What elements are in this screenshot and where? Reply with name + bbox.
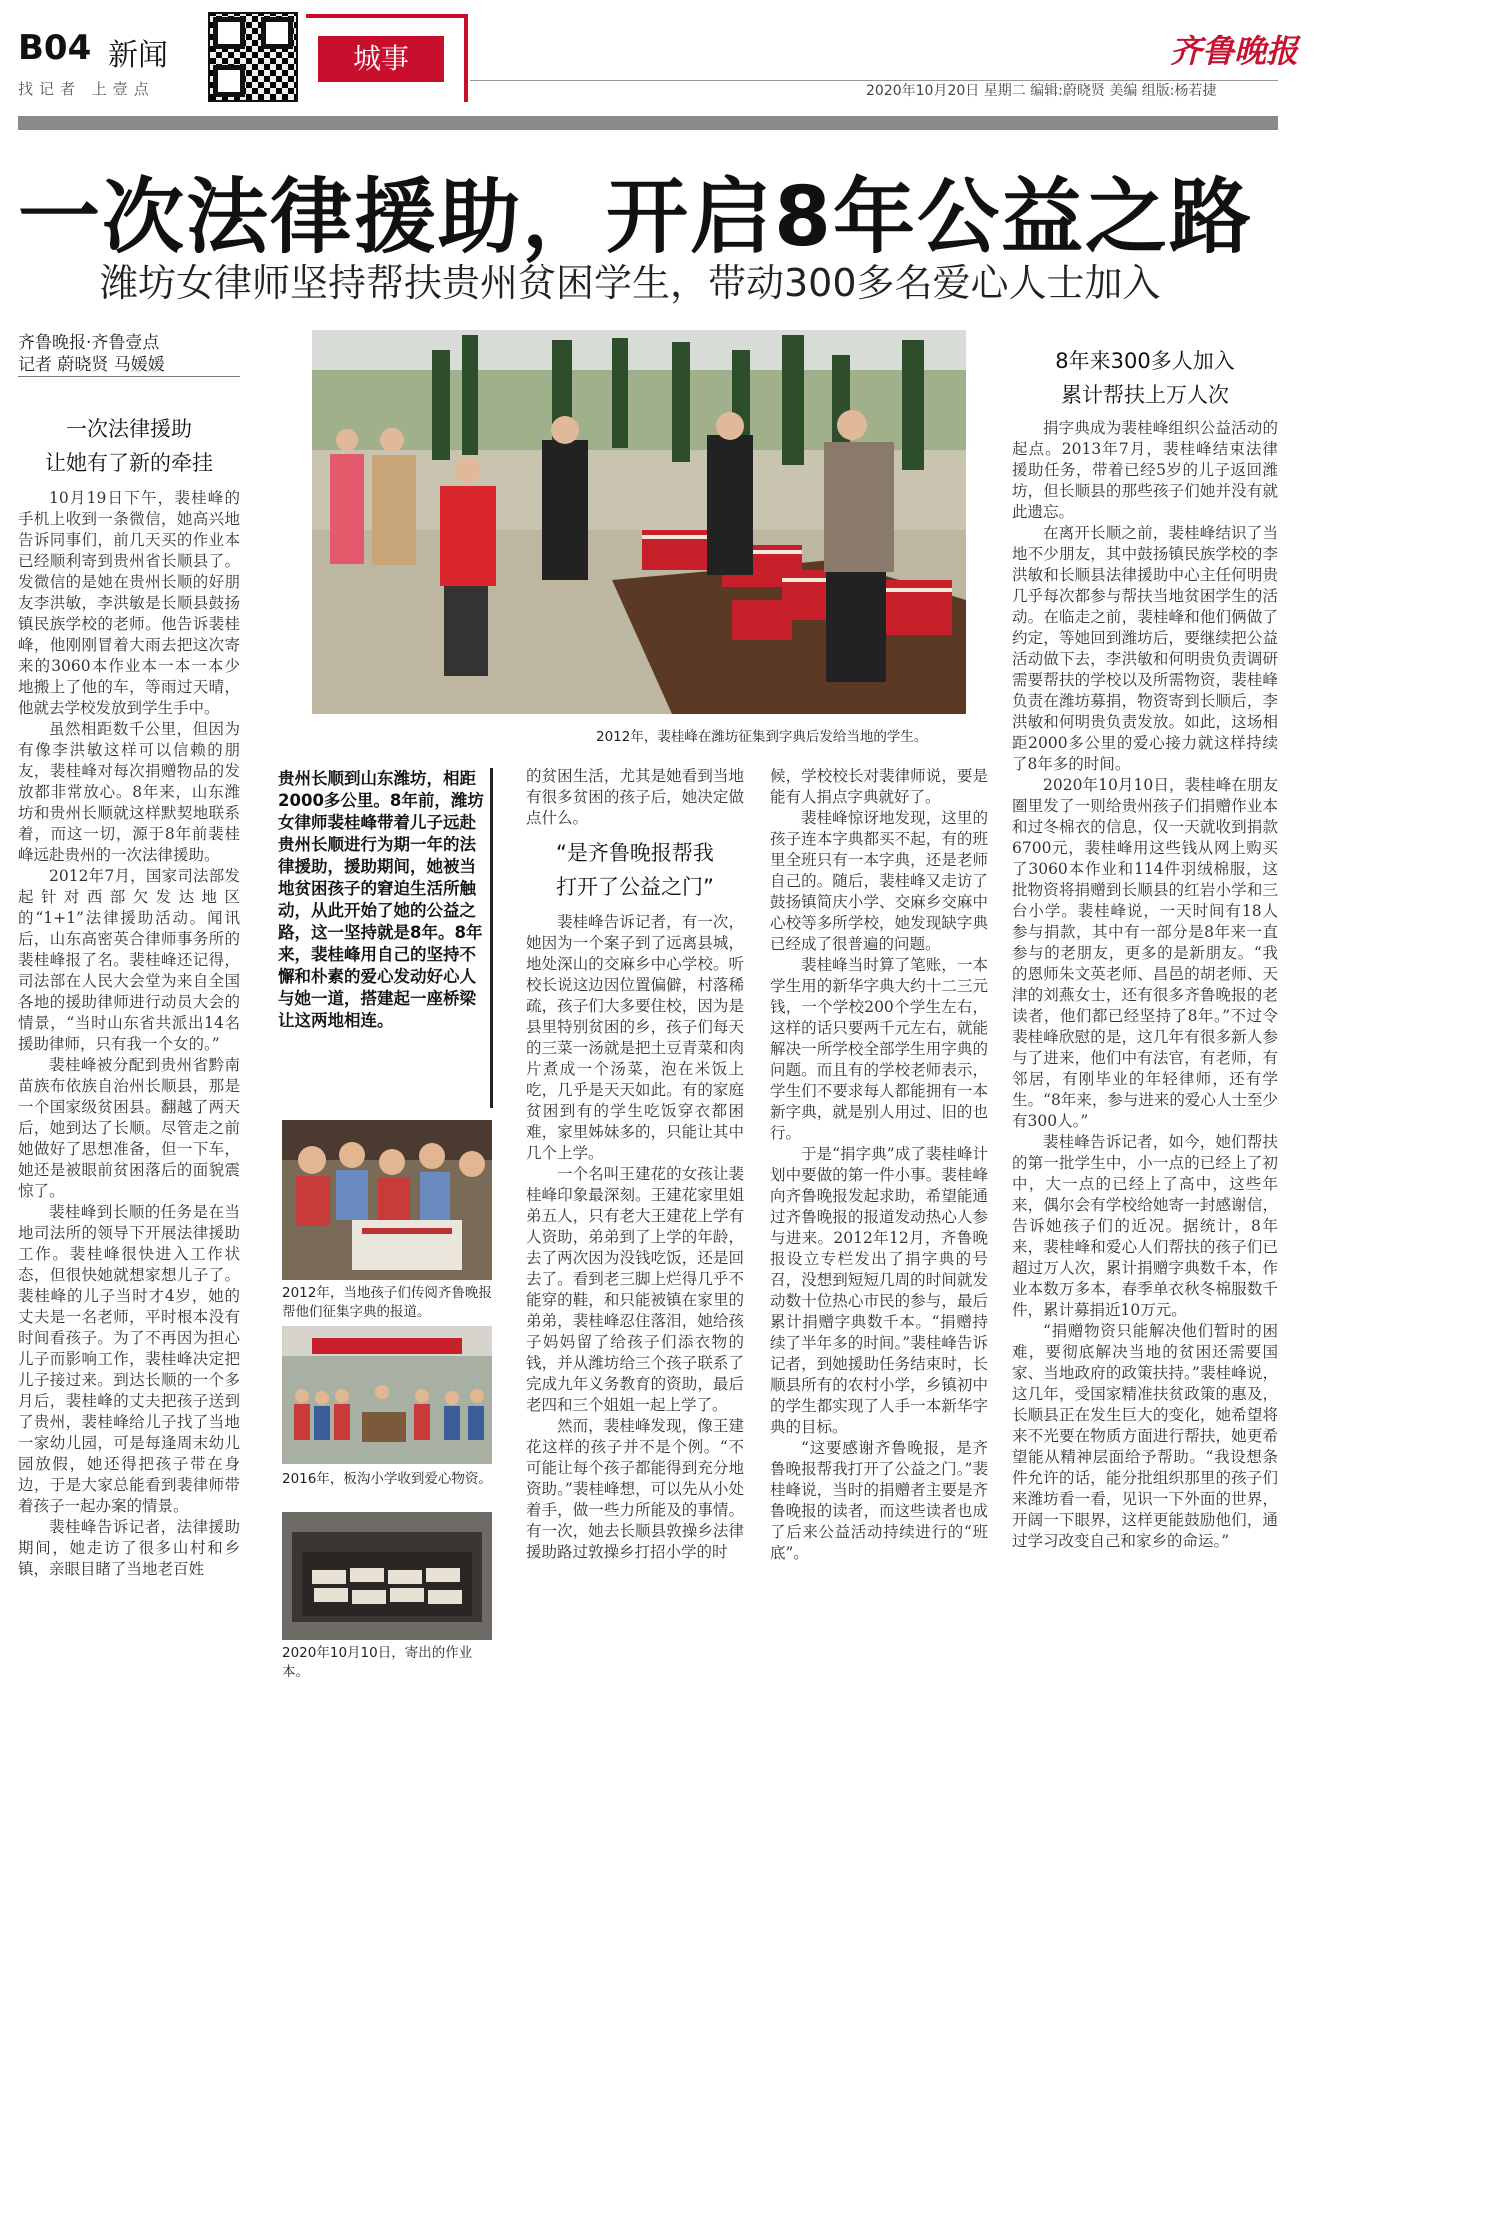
col2-subtitle-line1: “是齐鲁晚报帮我 bbox=[556, 841, 714, 865]
byline-rule bbox=[18, 376, 240, 377]
paragraph: 10月19日下午，裴桂峰的手机上收到一条微信，她高兴地告诉同事们，前几天买的作业本已经顺利寄到贵州省长顺县了。发微信的是她在贵州长顺的好朋友李洪敏，李洪敏是长顺县鼓扬镇民族学校的老师。他告诉裴桂峰，他刚刚冒着大雨去把这次寄来的3060本作业本一本一本少地搬上了他的车，等雨过天晴，他就去学校发放到学生手中。 bbox=[18, 489, 240, 717]
paragraph: 2020年10月10日，裴桂峰在朋友圈里发了一则给贵州孩子们捐赠作业本和过冬棉衣的信息，仅一天就收到捐款6700元，裴桂峰用这些钱从网上购买了3060本作业和114件羽绒棉服，这批物资将捐赠到长顺县的红岩小学和三台小学。裴桂峰说，一天时间有18人参与捐款，其中有一部分是8年来一直参与的老朋友，更多的是新朋友。“我的恩师朱文英老师、昌邑的胡老师、天津的刘燕女士，还有很多齐鲁晚报的老读者，他们都已经坚持了8年。”不过令裴桂峰欣慰的是，这几年有很多新人参与了进来，他们中有法官，有老师，有邻居，有刚毕业的年轻律师，还有学生。“8年来，参与进来的爱心人士至少有300人。” bbox=[1012, 776, 1278, 1130]
paragraph: 在离开长顺之前，裴桂峰结识了当地不少朋友，其中鼓扬镇民族学校的李洪敏和长顺县法律援助中心主任何明贵几乎每次都参与帮扶当地贫困学生的活动。在临走之前，裴桂峰和他们俩做了约定，等她回到潍坊后，要继续把公益活动做下去，李洪敏和何明贵负责调研需要帮扶的学校以及所需物资，裴桂峰负责在潍坊募捐，物资寄到长顺后，李洪敏和何明贵负责发放。如此，这场相距2000多公里的爱心接力就这样持续了8年多的时间。 bbox=[1012, 524, 1278, 773]
main-photo-image bbox=[312, 330, 966, 714]
photo-school-supplies-image bbox=[282, 1326, 492, 1464]
paragraph: 裴桂峰到长顺的任务是在当地司法所的领导下开展法律援助工作。裴桂峰很快进入工作状态，但很快她就想家想儿子了。裴桂峰的儿子当时才4岁，她的丈夫是一名老师，平时根本没有时间看孩子。为了不再因为担心儿子而影响工作，裴桂峰决定把儿子接过来。到达长顺的一个多月后，裴桂峰的丈夫把孩子送到了贵州，裴桂峰给儿子找了当地一家幼儿园，可是每逢周末幼儿园放假，她还得把孩子带在身边，于是大家总能看到裴律师带着孩子一起办案的情景。 bbox=[18, 1203, 240, 1515]
col2-body bbox=[526, 912, 744, 1678]
headline: 一次法律援助，开启8年公益之路 bbox=[18, 170, 1254, 265]
paragraph: 虽然相距数千公里，但因为有像李洪敏这样可以信赖的朋友，裴桂峰对每次捐赠物品的发放都非常放心。8年来，山东潍坊和贵州长顺就这样默契地联系着，而这一切，源于8年前裴桂峰远赴贵州的一次法律援助。 bbox=[18, 720, 240, 864]
photo-children-newspaper bbox=[282, 1120, 492, 1280]
paragraph: “这要感谢齐鲁晚报，是齐鲁晚报帮我打开了公益之门。”裴桂峰说，当时的捐赠者主要是齐鲁晚报的读者，而这些读者也成了后来公益活动持续进行的“班底”。 bbox=[770, 1439, 988, 1562]
paragraph: 裴桂峰告诉记者，法律援助期间，她走访了很多山村和乡镇，亲眼目睹了当地老百姓 bbox=[18, 1518, 240, 1578]
page-number: B04 bbox=[18, 28, 92, 68]
photo-notebooks-car bbox=[282, 1512, 492, 1640]
col2-subtitle-line2: 打开了公益之门” bbox=[556, 875, 714, 899]
pull-quote: 贵州长顺到山东潍坊，相距2000多公里。8年前，潍坊女律师裴桂峰带着儿子远赴贵州长顺进行为期一年的法律援助，援助期间，她被当地贫困孩子的窘迫生活所触动，从此开始了她的公益之路，这一坚持就是8年。8年来，裴桂峰用自己的坚持不懈和朴素的爱心发动好心人与她一道，搭建起一座桥梁让这两地相连。 bbox=[278, 769, 484, 1030]
reporter-hint: 找记者 上壹点 bbox=[18, 80, 155, 98]
gray-band bbox=[18, 116, 1278, 130]
paragraph: “捐赠物资只能解决他们暂时的困难，要彻底解决当地的贫困还需要国家、当地政府的政策扶持。”裴桂峰说，这几年，受国家精准扶贫政策的惠及，长顺县正在发生巨大的变化，她希望将来不光要在物质方面进行帮扶，她更希望能从精神层面给予帮助。“我设想条件允许的话，能分批组织那里的孩子们来潍坊看一看，见识一下外面的世界，开阔一下眼界，这样更能鼓励他们，通过学习改变自己和家乡的命运。” bbox=[1012, 1322, 1278, 1550]
main-photo-caption: 2012年，裴桂峰在潍坊征集到字典后发给当地的学生。 bbox=[596, 729, 928, 745]
paragraph: 裴桂峰被分配到贵州省黔南苗族布依族自治州长顺县，那是一个国家级贫困县。翻越了两天后，她到达了长顺。尽管走之前她做好了思想准备，但一下车，她还是被眼前贫困落后的面貌震惊了。 bbox=[18, 1056, 240, 1200]
col2-body-top bbox=[526, 766, 744, 832]
col4-subtitle-line2: 累计帮扶上万人次 bbox=[1061, 383, 1229, 407]
paragraph: 裴桂峰惊讶地发现，这里的孩子连本字典都买不起，有的班里全班只有一本字典，还是老师自己的。随后，裴桂峰又走访了鼓扬镇简庆小学、交麻乡交麻中心校等多所学校，她发现缺字典已经成了很普遍的问题。 bbox=[770, 809, 988, 953]
dateline: 2020年10月20日 星期二 编辑:蔚晓贤 美编 组版:杨若捷 bbox=[866, 83, 1217, 99]
paragraph: 裴桂峰当时算了笔账，一本学生用的新华字典大约十二三元钱，一个学校200个学生左右，这样的话只要两千元左右，就能解决一所学校全部学生用字典的问题。而且有的学校老师表示，学生们不要求每人都能拥有一本新字典，就是别人用过、旧的也行。 bbox=[770, 956, 988, 1142]
col1-body bbox=[18, 488, 240, 1678]
col1-subtitle bbox=[18, 412, 240, 480]
photo-children-newspaper-image bbox=[282, 1120, 492, 1280]
paragraph: 于是“捐字典”成了裴桂峰计划中要做的第一件小事。裴桂峰向齐鲁晚报发起求助，希望能通过齐鲁晚报的报道发动热心人参与进来。2012年12月，齐鲁晚报设立专栏发出了捐字典的号召，没想到短短几周的时间就发动数十位热心市民的参与，最后累计捐赠字典数千本。“捐赠持续了半年多的时间。”裴桂峰告诉记者，到她援助任务结束时，长顺县所有的农村小学，乡镇初中的学生都实现了人手一本新华字典的目标。 bbox=[770, 1145, 988, 1436]
byline-source: 齐鲁晚报·齐鲁壹点 bbox=[18, 333, 160, 353]
col1-subtitle-line2: 让她有了新的牵挂 bbox=[45, 451, 213, 475]
paragraph: 裴桂峰告诉记者，有一次，她因为一个案子到了远离县城，地处深山的交麻乡中心学校。听校长说这边因位置偏僻，村落稀疏，孩子们大多要住校，因为是县里特别贫困的乡，孩子们每天的三菜一汤就是把土豆青菜和肉片煮成一个汤菜，泡在米饭上吃，几乎是天天如此。有的家庭贫困到有的学生吃饭穿衣都困难，家里姊妹多的，只能让其中几个上学。 bbox=[526, 913, 744, 1162]
photo-school-supplies-caption: 2016年，板沟小学收到爱心物资。 bbox=[282, 1471, 492, 1487]
paragraph: 候，学校校长对裴律师说，要是能有人捐点字典就好了。 bbox=[770, 767, 988, 806]
paragraph: 2012年7月，国家司法部发起针对西部欠发达地区的“1+1”法律援助活动。闻讯后，山东高密英合律师事务所的裴桂峰报了名。裴桂峰还记得，司法部在人民大会堂为来自全国各地的援助律师进行动员大会的情景，“当时山东省共派出14名援助律师，只有我一个女的。” bbox=[18, 867, 240, 1053]
photo-children-newspaper-caption: 2012年，当地孩子们传阅齐鲁晚报帮他们征集字典的报道。 bbox=[282, 1285, 492, 1320]
paragraph: 捐字典成为裴桂峰组织公益活动的起点。2013年7月，裴桂峰结束法律援助任务，带着已经5岁的儿子返回潍坊，但长顺县的那些孩子们她并没有就此遗忘。 bbox=[1012, 419, 1278, 521]
col4-subtitle bbox=[1012, 344, 1278, 412]
col2-subtitle bbox=[526, 836, 744, 904]
paragraph: 裴桂峰告诉记者，如今，她们帮扶的第一批学生中，小一点的已经上了初中，大一点的已经上了高中，这些年来，偶尔会有学校给她寄一封感谢信，告诉她孩子们的近况。据统计，8年来，裴桂峰和爱心人们帮扶的孩子们已超过万人次，累计捐赠字典数千本，作业本数万多本，春季单衣秋冬棉服数千件，累计募捐近10万元。 bbox=[1012, 1133, 1278, 1319]
col4-subtitle-line1: 8年来300多人加入 bbox=[1055, 349, 1235, 373]
pull-quote-rule bbox=[490, 768, 493, 1108]
photo-notebooks-car-caption: 2020年10月10日，寄出的作业本。 bbox=[282, 1645, 473, 1680]
subheadline: 潍坊女律师坚持帮扶贵州贫困学生，带动300多名爱心人士加入 bbox=[100, 261, 1161, 305]
col1-subtitle-line1: 一次法律援助 bbox=[66, 417, 192, 441]
col4-body bbox=[1012, 418, 1278, 1678]
photo-notebooks-car-image bbox=[282, 1512, 492, 1640]
paragraph: 一个名叫王建花的女孩让裴桂峰印象最深刻。王建花家里姐弟五人，只有老大王建花上学有人资助，弟弟到了上学的年龄，去了两次因为没钱吃饭，还是回去了。看到老三脚上烂得几乎不能穿的鞋，和只能被镇在家里的弟弟，裴桂峰忍住落泪，她给孩子妈妈留了给孩子们添衣物的钱，并从潍坊给三个孩子联系了完成九年义务教育的资助，最后老四和三个姐姐一起上学了。 bbox=[526, 1165, 744, 1414]
section-label: 新闻 bbox=[108, 38, 168, 73]
qr-code-icon bbox=[208, 12, 298, 102]
paragraph: 然而，裴桂峰发现，像王建花这样的孩子并不是个例。“不可能让每个孩子都能得到充分地资助。”裴桂峰想，可以先从小处着手，做一些力所能及的事情。有一次，她去长顺县敦操乡法律援助路过敦操乡打招小学的时 bbox=[526, 1417, 744, 1561]
column-tag: 城事 bbox=[318, 36, 444, 82]
col3-body bbox=[770, 766, 988, 1678]
paragraph: 的贫困生活，尤其是她看到当地有很多贫困的孩子后，她决定做点什么。 bbox=[526, 767, 744, 827]
newspaper-logo: 齐鲁晚报 bbox=[1170, 32, 1299, 70]
photo-school-supplies bbox=[282, 1326, 492, 1464]
main-photo bbox=[312, 330, 966, 714]
byline-reporters: 记者 蔚晓贤 马媛媛 bbox=[18, 355, 165, 375]
